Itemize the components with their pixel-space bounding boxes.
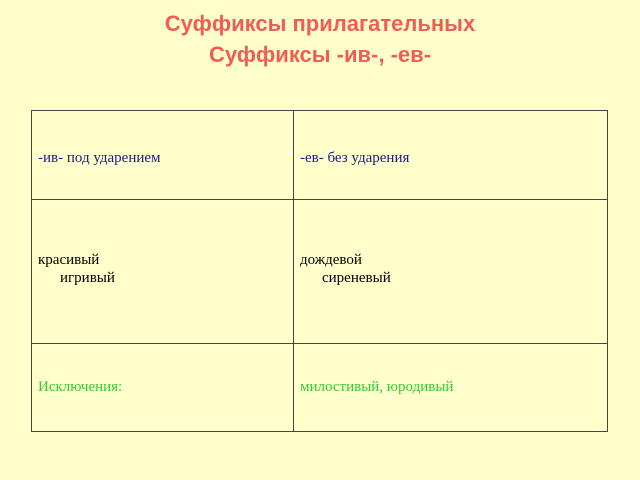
page-title: Суффиксы прилагательных	[164, 11, 476, 36]
iv-example-word: игривый	[60, 270, 115, 286]
table-cell-exceptions-words	[294, 344, 608, 432]
table-cell-iv-examples	[32, 200, 294, 344]
table-cell-exceptions-label	[32, 344, 294, 432]
table-cell-ev-examples	[294, 200, 608, 344]
table-exceptions-row	[32, 344, 608, 432]
suffix-table	[31, 110, 608, 432]
table-cell-ev-header	[294, 111, 608, 200]
ev-header-label: -ев- без ударения	[300, 150, 410, 166]
table-header-row	[32, 111, 608, 200]
exceptions-label: Исключения:	[38, 379, 123, 395]
page-subtitle: Суффиксы -ив-, -ев-	[208, 42, 432, 67]
iv-example-word: красивый	[38, 252, 100, 268]
exceptions-words: милостивый, юродивый	[300, 379, 454, 395]
ev-example-word: сиреневый	[322, 270, 391, 286]
table-cell-iv-header	[32, 111, 294, 200]
iv-header-label: -ив- под ударением	[38, 150, 161, 166]
table-examples-row	[32, 200, 608, 344]
ev-example-word: дождевой	[300, 252, 362, 268]
